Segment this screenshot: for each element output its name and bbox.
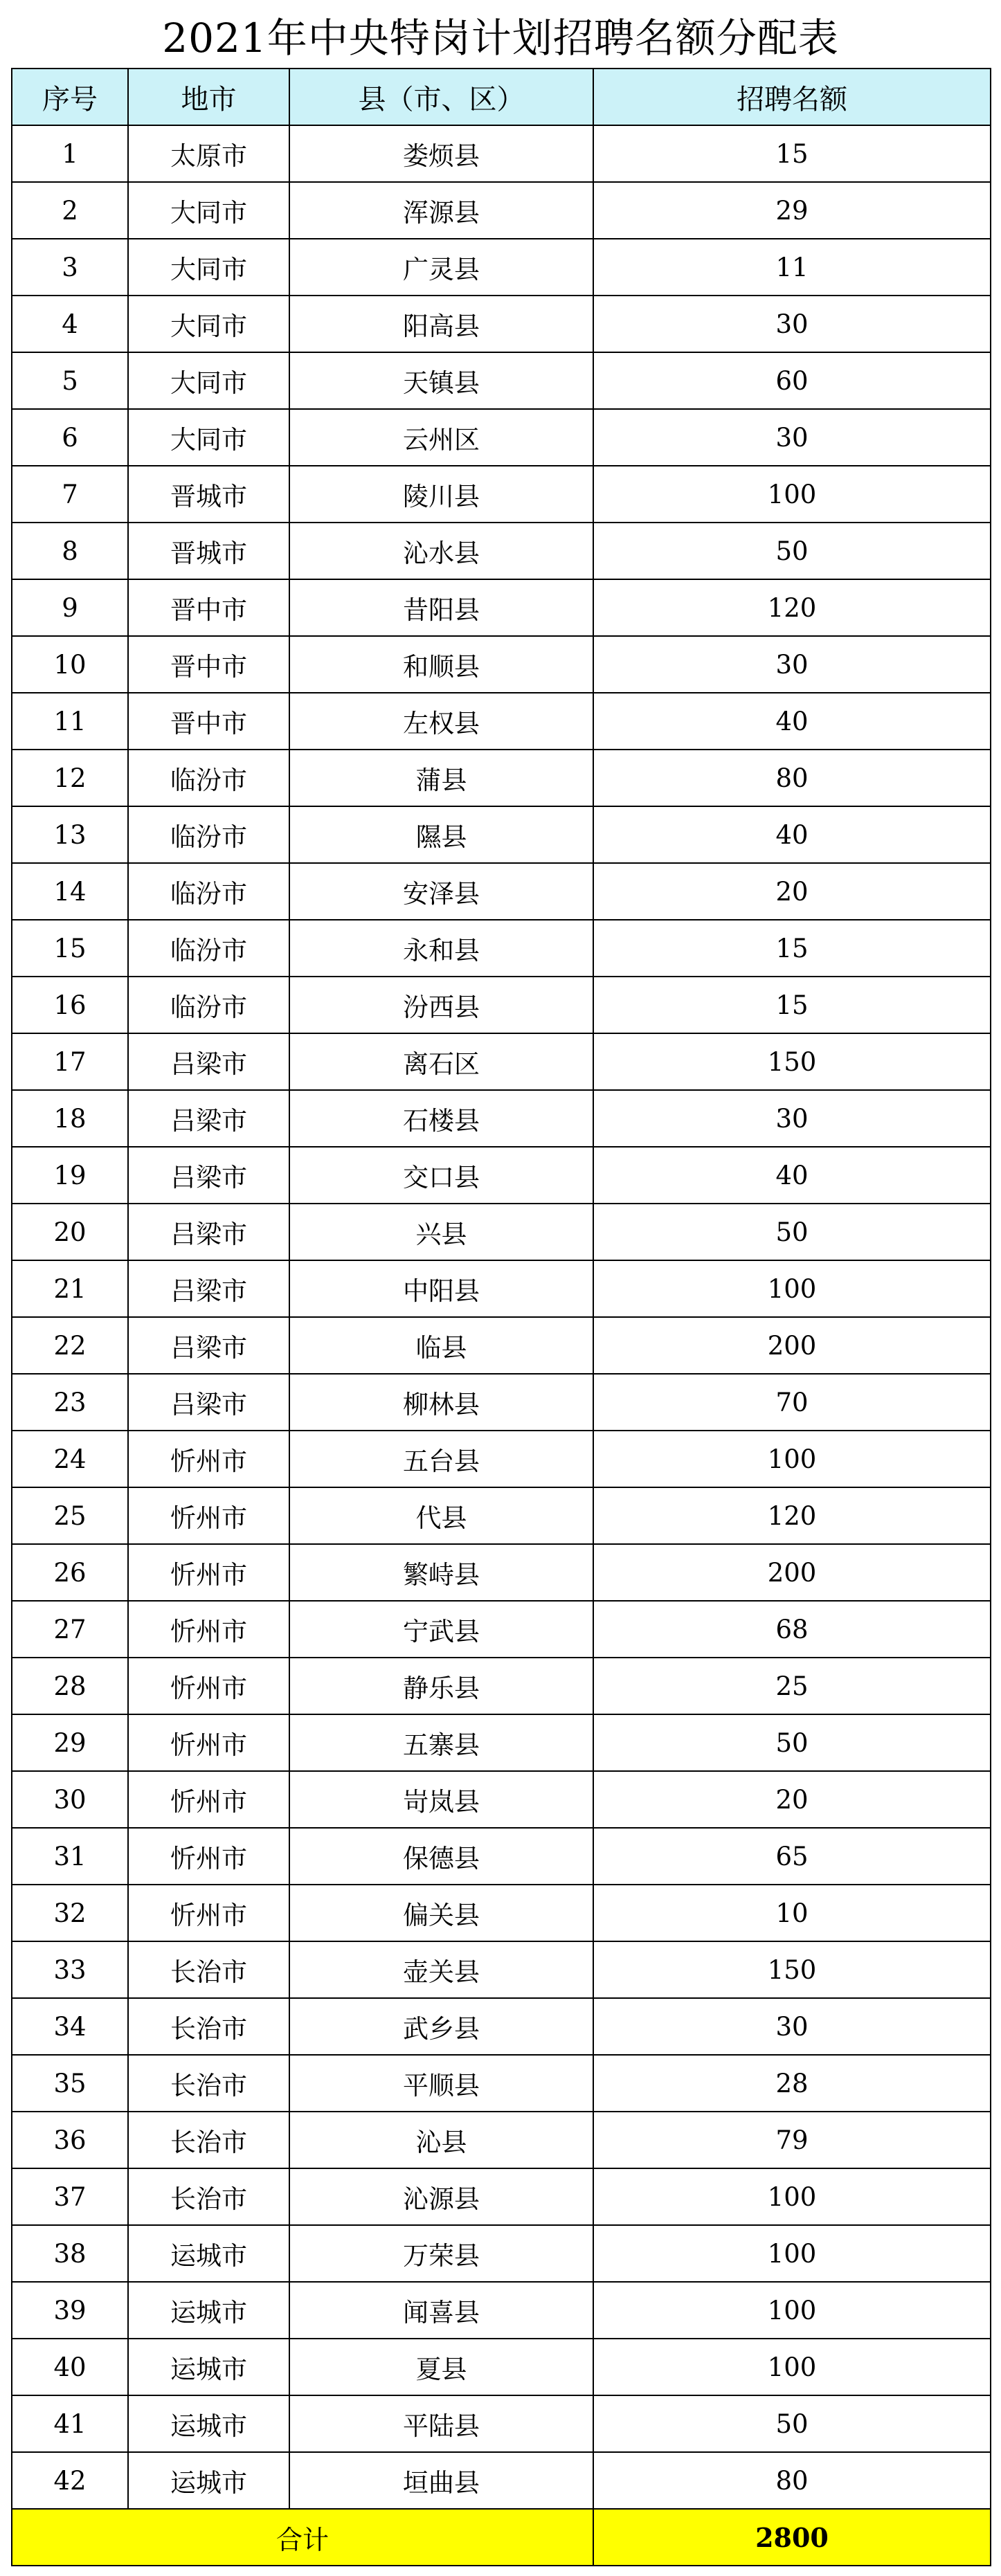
table-row — [12, 1204, 991, 1260]
cell-index: 8 — [12, 523, 128, 579]
cell-county: 武乡县 — [289, 1998, 593, 2055]
cell-index: 29 — [12, 1714, 128, 1771]
cell-index: 19 — [12, 1147, 128, 1204]
cell-city: 大同市 — [128, 182, 289, 239]
cell-city: 忻州市 — [128, 1658, 289, 1714]
header-county: 县（市、区） — [289, 69, 593, 125]
table-row — [12, 239, 991, 296]
cell-city: 吕梁市 — [128, 1033, 289, 1090]
page-title: 2021年中央特岗计划招聘名额分配表 — [162, 15, 839, 62]
cell-quota: 70 — [593, 1374, 991, 1431]
cell-quota: 80 — [593, 750, 991, 806]
cell-city: 忻州市 — [128, 1487, 289, 1544]
cell-city: 长治市 — [128, 2055, 289, 2112]
cell-quota: 20 — [593, 1771, 991, 1828]
cell-county: 娄烦县 — [289, 125, 593, 182]
cell-index: 32 — [12, 1885, 128, 1941]
cell-index: 6 — [12, 409, 128, 466]
cell-quota: 15 — [593, 125, 991, 182]
table-row — [12, 1260, 991, 1317]
cell-index: 34 — [12, 1998, 128, 2055]
cell-index: 38 — [12, 2225, 128, 2282]
cell-county: 闻喜县 — [289, 2282, 593, 2339]
cell-county: 岢岚县 — [289, 1771, 593, 1828]
cell-county: 和顺县 — [289, 636, 593, 693]
cell-quota: 25 — [593, 1658, 991, 1714]
cell-index: 13 — [12, 806, 128, 863]
cell-index: 9 — [12, 579, 128, 636]
cell-index: 5 — [12, 352, 128, 409]
header-index: 序号 — [12, 69, 128, 125]
cell-county: 汾西县 — [289, 977, 593, 1033]
cell-county: 中阳县 — [289, 1260, 593, 1317]
cell-county: 阳高县 — [289, 296, 593, 352]
cell-quota: 120 — [593, 1487, 991, 1544]
cell-city: 运城市 — [128, 2225, 289, 2282]
cell-index: 4 — [12, 296, 128, 352]
cell-county: 陵川县 — [289, 466, 593, 523]
table-row — [12, 806, 991, 863]
cell-index: 21 — [12, 1260, 128, 1317]
cell-index: 42 — [12, 2452, 128, 2509]
cell-city: 运城市 — [128, 2395, 289, 2452]
cell-quota: 120 — [593, 579, 991, 636]
cell-index: 23 — [12, 1374, 128, 1431]
table-row — [12, 1885, 991, 1941]
table-row — [12, 1374, 991, 1431]
cell-city: 吕梁市 — [128, 1090, 289, 1147]
table-row — [12, 863, 991, 920]
cell-quota: 150 — [593, 1033, 991, 1090]
cell-city: 长治市 — [128, 1941, 289, 1998]
cell-city: 晋城市 — [128, 466, 289, 523]
cell-index: 35 — [12, 2055, 128, 2112]
cell-quota: 100 — [593, 2339, 991, 2395]
cell-county: 临县 — [289, 1317, 593, 1374]
cell-quota: 10 — [593, 1885, 991, 1941]
table-row — [12, 750, 991, 806]
cell-quota: 100 — [593, 2282, 991, 2339]
cell-index: 22 — [12, 1317, 128, 1374]
cell-index: 11 — [12, 693, 128, 750]
cell-county: 永和县 — [289, 920, 593, 977]
cell-county: 沁水县 — [289, 523, 593, 579]
cell-index: 3 — [12, 239, 128, 296]
cell-city: 临汾市 — [128, 806, 289, 863]
cell-index: 40 — [12, 2339, 128, 2395]
cell-index: 37 — [12, 2168, 128, 2225]
cell-city: 临汾市 — [128, 863, 289, 920]
cell-city: 忻州市 — [128, 1601, 289, 1658]
table-row — [12, 2395, 991, 2452]
cell-index: 31 — [12, 1828, 128, 1885]
cell-index: 20 — [12, 1204, 128, 1260]
cell-quota: 60 — [593, 352, 991, 409]
cell-county: 平顺县 — [289, 2055, 593, 2112]
table-row — [12, 523, 991, 579]
table-row — [12, 182, 991, 239]
cell-quota: 50 — [593, 1714, 991, 1771]
cell-quota: 150 — [593, 1941, 991, 1998]
cell-city: 吕梁市 — [128, 1260, 289, 1317]
table-row — [12, 2112, 991, 2168]
table-row — [12, 1431, 991, 1487]
cell-county: 隰县 — [289, 806, 593, 863]
cell-city: 吕梁市 — [128, 1147, 289, 1204]
table-row — [12, 2225, 991, 2282]
cell-city: 大同市 — [128, 296, 289, 352]
cell-quota: 29 — [593, 182, 991, 239]
table-row — [12, 2055, 991, 2112]
cell-city: 临汾市 — [128, 977, 289, 1033]
table-row — [12, 1771, 991, 1828]
cell-quota: 30 — [593, 636, 991, 693]
cell-city: 大同市 — [128, 239, 289, 296]
table-row — [12, 2282, 991, 2339]
cell-quota: 40 — [593, 806, 991, 863]
header-quota: 招聘名额 — [593, 69, 991, 125]
cell-city: 忻州市 — [128, 1431, 289, 1487]
table-header-row — [12, 69, 991, 125]
total-row — [12, 2509, 991, 2566]
cell-index: 12 — [12, 750, 128, 806]
cell-city: 大同市 — [128, 352, 289, 409]
cell-city: 临汾市 — [128, 750, 289, 806]
cell-index: 18 — [12, 1090, 128, 1147]
cell-quota: 68 — [593, 1601, 991, 1658]
cell-city: 长治市 — [128, 1998, 289, 2055]
cell-county: 夏县 — [289, 2339, 593, 2395]
cell-county: 云州区 — [289, 409, 593, 466]
cell-quota: 100 — [593, 1260, 991, 1317]
cell-city: 忻州市 — [128, 1885, 289, 1941]
table-row — [12, 693, 991, 750]
cell-index: 27 — [12, 1601, 128, 1658]
cell-quota: 100 — [593, 466, 991, 523]
cell-index: 41 — [12, 2395, 128, 2452]
table-row — [12, 977, 991, 1033]
cell-quota: 100 — [593, 2168, 991, 2225]
cell-city: 运城市 — [128, 2452, 289, 2509]
cell-city: 吕梁市 — [128, 1317, 289, 1374]
cell-city: 太原市 — [128, 125, 289, 182]
cell-quota: 200 — [593, 1544, 991, 1601]
table-row — [12, 409, 991, 466]
cell-index: 1 — [12, 125, 128, 182]
cell-quota: 11 — [593, 239, 991, 296]
cell-quota: 15 — [593, 920, 991, 977]
cell-quota: 65 — [593, 1828, 991, 1885]
table-row — [12, 1147, 991, 1204]
table-row — [12, 352, 991, 409]
table-row — [12, 1998, 991, 2055]
cell-quota: 30 — [593, 409, 991, 466]
cell-quota: 79 — [593, 2112, 991, 2168]
table-row — [12, 296, 991, 352]
cell-city: 吕梁市 — [128, 1374, 289, 1431]
cell-county: 离石区 — [289, 1033, 593, 1090]
cell-quota: 40 — [593, 1147, 991, 1204]
cell-county: 安泽县 — [289, 863, 593, 920]
cell-county: 交口县 — [289, 1147, 593, 1204]
cell-index: 10 — [12, 636, 128, 693]
table-row — [12, 1487, 991, 1544]
table-row — [12, 1601, 991, 1658]
cell-county: 沁县 — [289, 2112, 593, 2168]
cell-city: 晋中市 — [128, 579, 289, 636]
table-row — [12, 2452, 991, 2509]
cell-county: 兴县 — [289, 1204, 593, 1260]
cell-county: 繁峙县 — [289, 1544, 593, 1601]
total-value: 2800 — [593, 2509, 991, 2566]
cell-quota: 80 — [593, 2452, 991, 2509]
cell-county: 保德县 — [289, 1828, 593, 1885]
cell-county: 偏关县 — [289, 1885, 593, 1941]
cell-quota: 20 — [593, 863, 991, 920]
cell-county: 沁源县 — [289, 2168, 593, 2225]
cell-county: 静乐县 — [289, 1658, 593, 1714]
cell-index: 36 — [12, 2112, 128, 2168]
cell-city: 长治市 — [128, 2112, 289, 2168]
cell-county: 浑源县 — [289, 182, 593, 239]
cell-city: 晋中市 — [128, 693, 289, 750]
cell-county: 昔阳县 — [289, 579, 593, 636]
cell-index: 28 — [12, 1658, 128, 1714]
table-row — [12, 1714, 991, 1771]
cell-city: 晋中市 — [128, 636, 289, 693]
cell-county: 五台县 — [289, 1431, 593, 1487]
total-label: 合计 — [12, 2509, 593, 2566]
quota-table — [11, 68, 991, 2566]
cell-quota: 40 — [593, 693, 991, 750]
cell-index: 24 — [12, 1431, 128, 1487]
header-city: 地市 — [128, 69, 289, 125]
cell-county: 广灵县 — [289, 239, 593, 296]
cell-quota: 50 — [593, 2395, 991, 2452]
table-row — [12, 1658, 991, 1714]
table-row — [12, 1544, 991, 1601]
table-row — [12, 1033, 991, 1090]
cell-index: 30 — [12, 1771, 128, 1828]
cell-quota: 100 — [593, 2225, 991, 2282]
cell-county: 平陆县 — [289, 2395, 593, 2452]
table-row — [12, 1828, 991, 1885]
cell-index: 15 — [12, 920, 128, 977]
cell-index: 39 — [12, 2282, 128, 2339]
cell-city: 大同市 — [128, 409, 289, 466]
table-row — [12, 1090, 991, 1147]
cell-county: 代县 — [289, 1487, 593, 1544]
cell-quota: 15 — [593, 977, 991, 1033]
table-row — [12, 125, 991, 182]
cell-county: 垣曲县 — [289, 2452, 593, 2509]
cell-county: 壶关县 — [289, 1941, 593, 1998]
cell-quota: 30 — [593, 1998, 991, 2055]
cell-quota: 200 — [593, 1317, 991, 1374]
cell-index: 16 — [12, 977, 128, 1033]
table-row — [12, 636, 991, 693]
cell-quota: 30 — [593, 1090, 991, 1147]
cell-quota: 28 — [593, 2055, 991, 2112]
table-row — [12, 466, 991, 523]
cell-quota: 100 — [593, 1431, 991, 1487]
cell-quota: 50 — [593, 1204, 991, 1260]
cell-city: 晋城市 — [128, 523, 289, 579]
cell-county: 宁武县 — [289, 1601, 593, 1658]
cell-city: 忻州市 — [128, 1544, 289, 1601]
cell-county: 万荣县 — [289, 2225, 593, 2282]
cell-index: 7 — [12, 466, 128, 523]
cell-county: 石楼县 — [289, 1090, 593, 1147]
cell-county: 柳林县 — [289, 1374, 593, 1431]
cell-quota: 50 — [593, 523, 991, 579]
cell-city: 运城市 — [128, 2339, 289, 2395]
table-row — [12, 1317, 991, 1374]
cell-index: 33 — [12, 1941, 128, 1998]
cell-county: 五寨县 — [289, 1714, 593, 1771]
cell-city: 吕梁市 — [128, 1204, 289, 1260]
table-row — [12, 579, 991, 636]
cell-index: 26 — [12, 1544, 128, 1601]
cell-city: 长治市 — [128, 2168, 289, 2225]
cell-index: 14 — [12, 863, 128, 920]
table-body — [12, 125, 991, 2509]
table-row — [12, 920, 991, 977]
cell-index: 2 — [12, 182, 128, 239]
cell-city: 忻州市 — [128, 1828, 289, 1885]
table-row — [12, 2339, 991, 2395]
table-row — [12, 1941, 991, 1998]
cell-index: 25 — [12, 1487, 128, 1544]
cell-city: 临汾市 — [128, 920, 289, 977]
cell-quota: 30 — [593, 296, 991, 352]
cell-county: 左权县 — [289, 693, 593, 750]
cell-city: 运城市 — [128, 2282, 289, 2339]
cell-city: 忻州市 — [128, 1714, 289, 1771]
cell-city: 忻州市 — [128, 1771, 289, 1828]
cell-index: 17 — [12, 1033, 128, 1090]
cell-county: 蒲县 — [289, 750, 593, 806]
cell-county: 天镇县 — [289, 352, 593, 409]
table-row — [12, 2168, 991, 2225]
